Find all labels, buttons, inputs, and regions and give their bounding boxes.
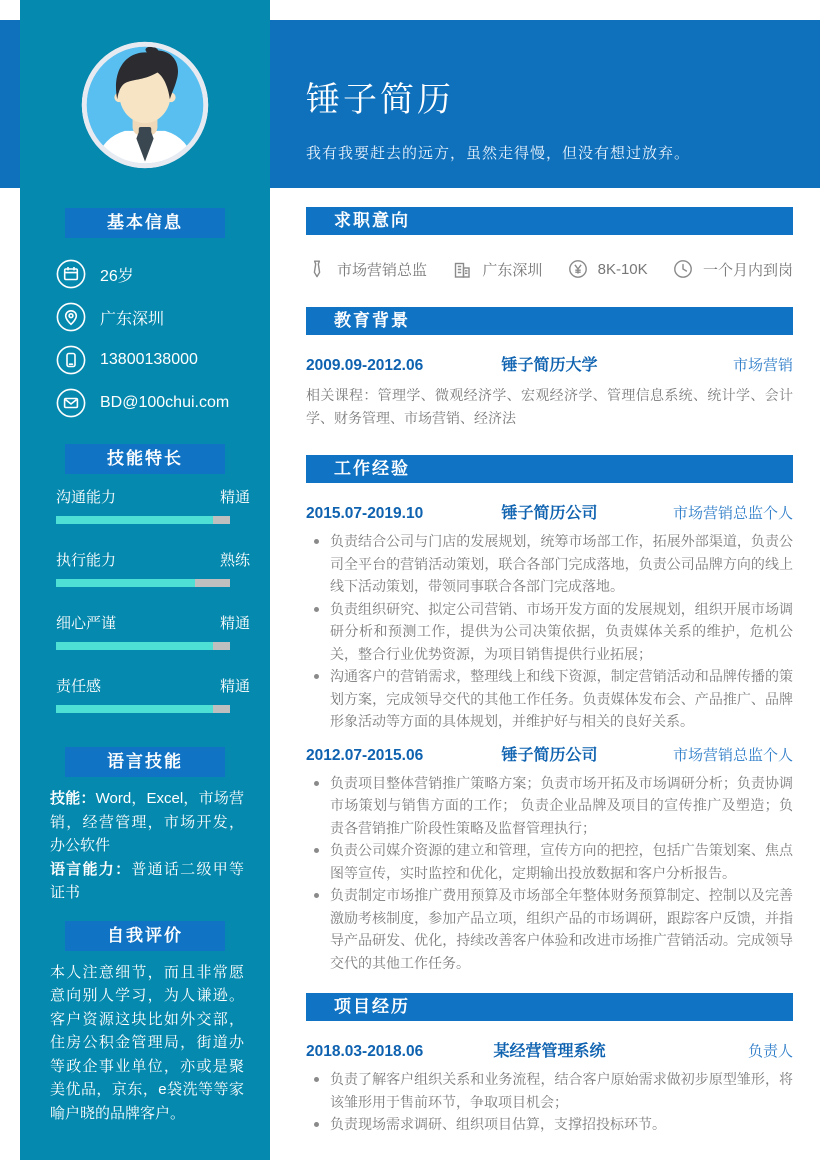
- info-item-location: [56, 302, 244, 332]
- entry-role: 市场营销总监个人: [672, 746, 793, 764]
- skill-item: [56, 612, 250, 650]
- info-item-text: 13800138000: [100, 351, 198, 368]
- sidebar-section-self-eval: 自我评价: [65, 921, 225, 951]
- skills-list: [20, 474, 270, 713]
- entry-period: 2009.09-2012.06: [306, 357, 424, 374]
- skill-level: 精通: [219, 489, 250, 506]
- section-header-work: 工作经验: [306, 455, 793, 483]
- bullet-item: 负责现场需求调研、组织项目估算，支撑招投标环节。: [306, 1113, 793, 1136]
- skill-progress-fill: [56, 579, 195, 587]
- info-item-age: [56, 259, 244, 289]
- bullet-item: 沟通客户的营销需求，整理线上和线下资源，制定营销活动和品牌传播的策划方案，完成领导交代的其他工作任务。负责媒体发布会、产品推广、品牌形象活动等方面的具体规划，并维护好与相关的良好关系。: [306, 665, 793, 733]
- skill-level: 精通: [219, 615, 250, 632]
- sidebar-section-basic-info: 基本信息: [65, 208, 225, 238]
- education-entry-header: [306, 352, 793, 375]
- language-line-label: 技能：: [50, 790, 96, 807]
- intent-salary: [567, 258, 648, 280]
- intent-availability: [672, 258, 793, 280]
- avatar-illustration: [78, 38, 212, 172]
- page-title: 锤子简历: [306, 81, 454, 119]
- skill-label: 执行能力: [56, 552, 117, 569]
- tie-icon: [306, 258, 328, 280]
- skill-item: [56, 675, 250, 713]
- self-eval-text: 本人注意细节，而且非常愿意向别人学习，为人谦逊。客户资源这块比如外交部，住房公积金管理局，街道办等政企事业单位，亦或是聚美优品，京东，e袋洗等等家喻户晓的品牌客户。: [50, 963, 244, 1122]
- sidebar-section-language: 语言技能: [65, 747, 225, 777]
- skill-item: [56, 486, 250, 524]
- info-item-email: [56, 388, 244, 418]
- sidebar: [20, 0, 270, 1160]
- language-line-label: 语言能力：: [50, 860, 132, 878]
- page-subtitle: 我有我要赶去的远方，虽然走得慢，但没有想过放弃。: [306, 145, 691, 162]
- skill-label: 细心严谨: [56, 615, 117, 632]
- bullet-item: 负责制定市场推广费用预算及市场部全年整体财务预算制定、控制以及完善激励考核制度，参加产品立项，组织产品的市场调研，跟踪客户反馈，并指导产品研发、优化，持续改善客户体验和改进市场推广营销活动。完成领导交代的其他工作任务。: [306, 884, 793, 974]
- building-icon: [451, 258, 473, 280]
- basic-info-list: [20, 238, 270, 418]
- skill-item: [56, 549, 250, 587]
- location-icon: [56, 302, 86, 332]
- intent-text: 一个月内到岗: [702, 261, 793, 279]
- email-icon: [56, 388, 86, 418]
- salary-icon: [567, 258, 589, 280]
- skill-label: 沟通能力: [56, 489, 117, 506]
- intent-position: [306, 258, 427, 280]
- entry-company: 锤子简历公司: [501, 746, 598, 764]
- info-item-text: 广东深圳: [100, 310, 165, 328]
- intent-city: [451, 258, 542, 280]
- entry-project-name: 某经营管理系统: [493, 1043, 606, 1060]
- avatar: [78, 38, 212, 172]
- job-intent-row: [306, 254, 793, 284]
- bullet-item: 负责结合公司与门店的发展规划，统筹市场部工作，拓展外部渠道，负责公司全平台的营销活动策划，联合各部门完成落地，负责公司品牌方向的线上线下活动策划，带领同事联合各部门完成落地。: [306, 530, 793, 598]
- entry-school: 锤子简历大学: [501, 357, 598, 374]
- entry-period: 2018.03-2018.06: [306, 1043, 424, 1060]
- work-entry-bullets: [306, 772, 793, 975]
- skill-progress-track: [56, 579, 230, 587]
- skill-progress-track: [56, 642, 230, 650]
- skill-level: 精通: [219, 678, 250, 695]
- language-line-text: 普通话二级甲等证书: [50, 860, 244, 901]
- work-entry-header: [306, 500, 793, 523]
- bullet-item: 负责项目整体营销推广策略方案；负责市场开拓及市场调研分析；负责协调市场策划与销售方面的工作； 负责企业品牌及项目的宣传推广及塑造；负责各营销推广阶段性策略及监督管理执行；: [306, 772, 793, 840]
- entry-period: 2012.07-2015.06: [306, 746, 424, 764]
- project-entry-header: [306, 1038, 793, 1061]
- skill-label: 责任感: [56, 678, 102, 695]
- skill-progress-fill: [56, 516, 213, 524]
- calendar-icon: [56, 259, 86, 289]
- bullet-item: 负责了解客户组织关系和业务流程，结合客户原始需求做初步原型雏形，将该雏形用于售前环节，争取项目机会；: [306, 1068, 793, 1113]
- skill-level: 熟练: [219, 552, 250, 569]
- skill-progress-track: [56, 705, 230, 713]
- project-entry-bullets: [306, 1068, 793, 1136]
- section-header-project: 项目经历: [306, 993, 793, 1021]
- work-entry-header: [306, 742, 793, 765]
- section-header-job-intent: 求职意向: [306, 207, 793, 235]
- bullet-item: 负责公司媒介资源的建立和管理，宣传方向的把控，包括广告策划案、焦点图等宣传，实时监控和优化，定期输出投放数据和客户分析报告。: [306, 839, 793, 884]
- phone-icon: [56, 345, 86, 375]
- clock-icon: [672, 258, 694, 280]
- entry-major: 市场营销: [732, 357, 793, 374]
- info-item-phone: [56, 345, 244, 375]
- entry-role: 负责人: [747, 1043, 793, 1060]
- education-courses: 相关课程：管理学、微观经济学、宏观经济学、管理信息系统、统计学、会计学、财务管理、市场营销、经济法: [306, 387, 793, 426]
- section-header-education: 教育背景: [306, 307, 793, 335]
- intent-text: 8K-10K: [597, 260, 648, 278]
- entry-period: 2015.07-2019.10: [306, 505, 424, 522]
- main-content: [306, 207, 793, 1136]
- entry-role: 市场营销总监个人: [672, 505, 793, 522]
- info-item-text: BD@100chui.com: [100, 394, 230, 411]
- skill-progress-fill: [56, 705, 213, 713]
- skill-progress-track: [56, 516, 230, 524]
- sidebar-section-skills: 技能特长: [65, 444, 225, 474]
- language-line-text: Word，Excel，市场营销，经营管理，市场开发，办公软件: [50, 790, 244, 854]
- work-entry-bullets: [306, 530, 793, 733]
- bullet-item: 负责组织研究、拟定公司营销、市场开发方面的发展规划，组织开展市场调研分析和预测工作，提供为公司决策依据，负责媒体关系的维护，危机公关，整合行业优势资源，为项目销售提供行业拓展；: [306, 598, 793, 666]
- entry-company: 锤子简历公司: [501, 505, 598, 522]
- language-text: [20, 777, 270, 905]
- info-item-text: 26岁: [100, 267, 134, 285]
- intent-text: 市场营销总监: [337, 261, 428, 279]
- skill-progress-fill: [56, 642, 213, 650]
- intent-text: 广东深圳: [482, 261, 543, 279]
